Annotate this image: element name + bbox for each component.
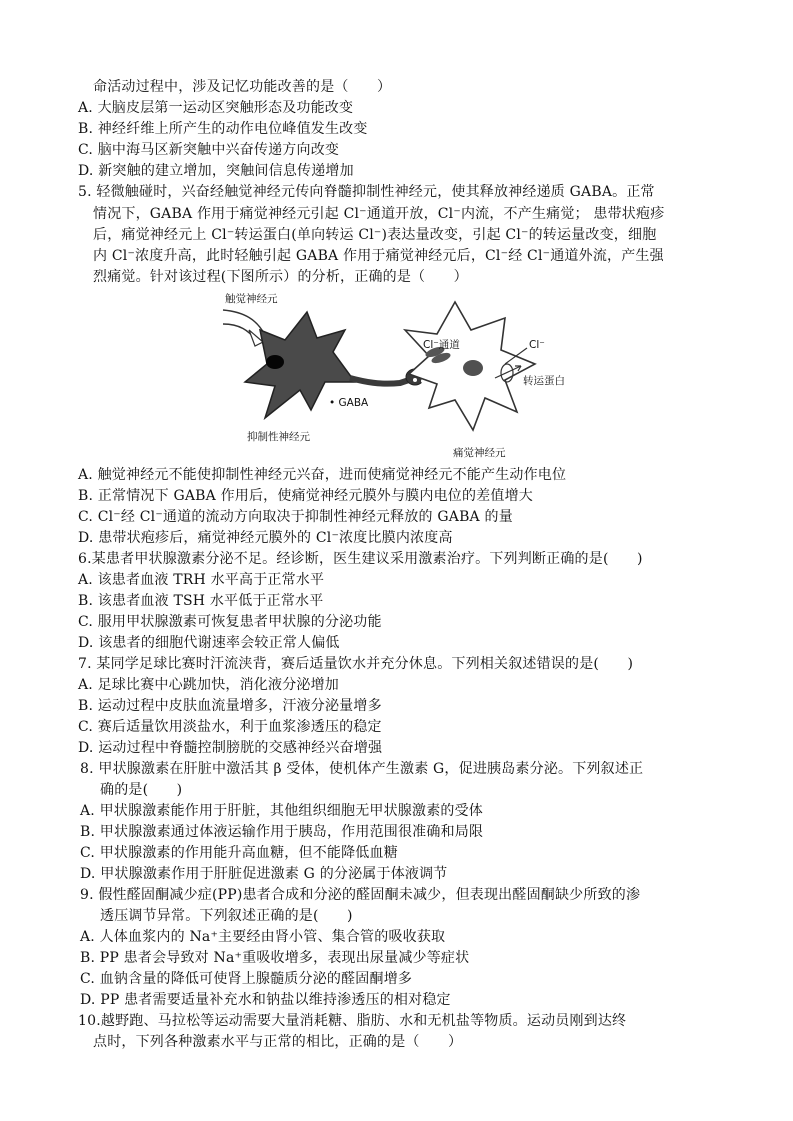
pain-nucleus bbox=[463, 360, 483, 376]
q4-option-a: A. 大脑皮层第一运动区突触形态及功能改变 bbox=[78, 100, 354, 116]
q5-stem-2: 情况下，GABA 作用于痛觉神经元引起 Cl⁻通道开放，Cl⁻内流，不产生痛觉； 患带状疱疹 bbox=[93, 206, 665, 222]
q4-option-d: D. 新突触的建立增加，突触间信息传递增加 bbox=[78, 163, 354, 179]
q8-stem-2: 确的是( ) bbox=[100, 782, 183, 798]
q6-option-c: C. 服用甲状腺激素可恢复患者甲状腺的分泌功能 bbox=[78, 614, 382, 630]
cl-channel-label: Cl⁻通道 bbox=[423, 339, 460, 351]
q5-stem-4: 内 Cl⁻浓度升高，此时轻触引起 GABA 作用于痛觉神经元后，Cl⁻经 Cl⁻通道外流，产生强 bbox=[93, 248, 664, 264]
transporter-label: 转运蛋白 bbox=[523, 375, 565, 387]
q8-option-c: C. 甲状腺激素的作用能升高血糖，但不能降低血糖 bbox=[80, 845, 398, 861]
inhibitory-neuron-label: 抑制性神经元 bbox=[247, 431, 310, 443]
inhibitory-nucleus bbox=[266, 355, 284, 369]
vesicle-2 bbox=[413, 378, 417, 382]
pain-neuron-label: 痛觉神经元 bbox=[453, 447, 506, 459]
neuron-figure bbox=[205, 290, 575, 460]
q9-option-d: D. PP 患者需要适量补充水和钠盐以维持渗透压的相对稳定 bbox=[80, 992, 451, 1008]
q5-stem-1: 5. 轻微触碰时，兴奋经触觉神经元传向脊髓抑制性神经元，使其释放神经递质 GABA。正常 bbox=[78, 184, 655, 200]
q6-stem: 6.某患者甲状腺激素分泌不足。经诊断，医生建议采用激素治疗。下列判断正确的是( ) bbox=[78, 551, 643, 567]
neuron-diagram bbox=[205, 290, 575, 460]
q7-option-a: A. 足球比赛中心跳加快，消化液分泌增加 bbox=[78, 677, 340, 693]
q9-option-b: B. PP 患者会导致对 Na⁺重吸收增多，表现出尿量减少等症状 bbox=[80, 950, 470, 966]
q9-option-a: A. 人体血浆内的 Na⁺主要经由肾小管、集合管的吸收获取 bbox=[80, 929, 446, 945]
q7-option-c: C. 赛后适量饮用淡盐水，利于血浆渗透压的稳定 bbox=[78, 719, 382, 735]
q9-option-c: C. 血钠含量的降低可使肾上腺髓质分泌的醛固酮增多 bbox=[80, 971, 413, 987]
q8-option-a: A. 甲状腺激素能作用于肝脏，其他组织细胞无甲状腺激素的受体 bbox=[80, 803, 484, 819]
q7-option-d: D. 运动过程中脊髓控制膀胱的交感神经兴奋增强 bbox=[78, 740, 383, 756]
q10-stem-1: 10.越野跑、马拉松等运动需要大量消耗糖、脂肪、水和无机盐等物质。运动员刚到达终 bbox=[78, 1013, 627, 1029]
q9-stem-2: 透压调节异常。下列叙述正确的是( ) bbox=[100, 908, 353, 924]
q7-option-b: B. 运动过程中皮肤血流量增多，汗液分泌量增多 bbox=[78, 698, 382, 714]
touch-axon-upper bbox=[223, 310, 265, 335]
q4-option-c: C. 脑中海马区新突触中兴奋传递方向改变 bbox=[78, 142, 340, 158]
cl-ion-label: Cl⁻ bbox=[529, 339, 545, 351]
q8-option-b: B. 甲状腺激素通过体液运输作用于胰岛，作用范围很准确和局限 bbox=[80, 824, 484, 840]
inhibitory-axon bbox=[350, 378, 415, 384]
q5-option-b: B. 正常情况下 GABA 作用后，使痛觉神经元膜外与膜内电位的差值增大 bbox=[78, 488, 533, 504]
gaba-label: • GABA bbox=[329, 397, 369, 409]
q8-stem-1: 8. 甲状腺激素在肝脏中激活其 β 受体，使机体产生激素 G，促进胰岛素分泌。下列叙述正 bbox=[80, 761, 644, 777]
q4-stem-cont: 命活动过程中，涉及记忆功能改善的是（ ） bbox=[93, 79, 392, 95]
q8-option-d: D. 甲状腺激素作用于肝脏促进激素 G 的分泌属于体液调节 bbox=[80, 866, 448, 882]
q10-stem-2: 点时，下列各种激素水平与正常的相比，正确的是（ ） bbox=[93, 1034, 463, 1050]
q9-stem-1: 9. 假性醛固酮减少症(PP)患者合成和分泌的醛固酮未减少，但表现出醛固酮缺少所致的渗 bbox=[80, 887, 641, 903]
q5-stem-5: 烈痛觉。针对该过程(下图所示）的分析，正确的是（ ） bbox=[93, 269, 468, 285]
q5-option-a: A. 触觉神经元不能使抑制性神经元兴奋，进而使痛觉神经元不能产生动作电位 bbox=[78, 467, 567, 483]
q5-option-c: C. Cl⁻经 Cl⁻通道的流动方向取决于抑制性神经元释放的 GABA 的量 bbox=[78, 509, 513, 525]
q6-option-b: B. 该患者血液 TSH 水平低于正常水平 bbox=[78, 593, 324, 609]
q4-option-b: B. 神经纤维上所产生的动作电位峰值发生改变 bbox=[78, 121, 368, 137]
q5-stem-3: 后，痛觉神经元上 Cl⁻转运蛋白(单向转运 Cl⁻)表达量改变，引起 Cl⁻的转运量改变，细胞 bbox=[93, 227, 657, 243]
touch-neuron-label: 触觉神经元 bbox=[225, 293, 278, 305]
q6-option-a: A. 该患者血液 TRH 水平高于正常水平 bbox=[78, 572, 325, 588]
q5-option-d: D. 患带状疱疹后，痛觉神经元膜外的 Cl⁻浓度比膜内浓度高 bbox=[78, 530, 453, 546]
q6-option-d: D. 该患者的细胞代谢速率会较正常人偏低 bbox=[78, 635, 340, 651]
q7-stem: 7. 某同学足球比赛时汗流浃背，赛后适量饮水并充分休息。下列相关叙述错误的是( ) bbox=[78, 656, 634, 672]
